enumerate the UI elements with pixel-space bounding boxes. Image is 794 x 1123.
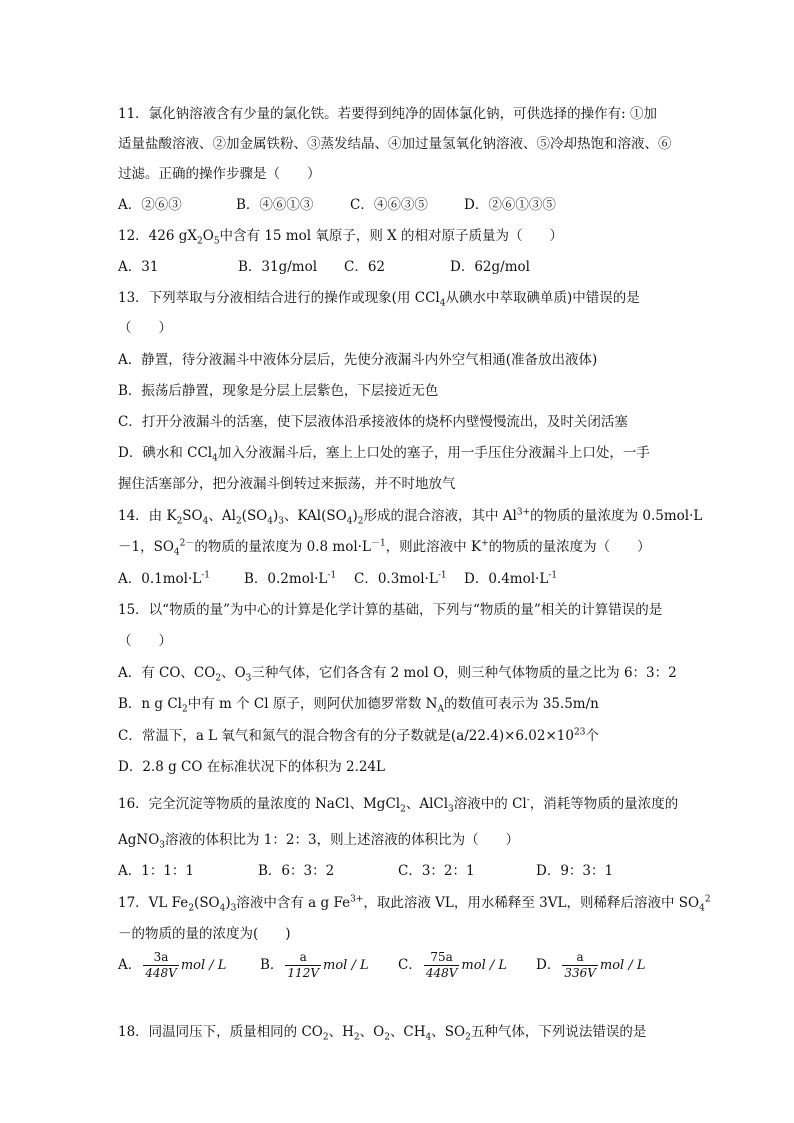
- q17-option-d: D． $\frac{a}{336V}$ mol / L: [536, 950, 646, 980]
- q17-stem-line-1: 17．VL $Fe_2(SO_4)_3$溶液中含有 a g $Fe^{3+}$，取此溶液 VL，用水稀释至 3VL，则稀释后溶液中 $SO_4^2$: [118, 894, 711, 914]
- q11-option-c: C．④⑥③⑤: [350, 197, 428, 213]
- q16-option-c: C．3：2：1: [398, 863, 475, 879]
- q14-stem-line-2: －1，$SO_4^{2-}$的物质的量浓度为 0.8 $mol\cdot L^{-1}$，则此溶液中 K+的物质的量浓度为（ ）: [118, 538, 651, 558]
- q15-option-b: B．n g $Cl_2$中有 m 个 Cl 原子，则阿伏加德罗常数 $N_A$的数值可表示为 35.5m/n: [118, 696, 599, 715]
- q11-stem-line-3: 过滤。正确的操作步骤是（ ）: [118, 166, 321, 182]
- q18-stem: 18．同温同压下，质量相同的 $CO_2$、$H_2$、$O_2$、$CH_4$、$SO_2$五种气体，下列说法错误的是: [118, 1024, 647, 1043]
- q12-stem: 12．426 $gX_2O_5$中含有 15 mol 氧原子，则 X 的相对原子质量为（ ）: [118, 228, 564, 247]
- q14-option-c: C．$0.3mol\cdot L^{-1}$: [354, 570, 447, 587]
- q14-option-b: B．$0.2mol\cdot L^{-1}$: [244, 570, 337, 587]
- q15-option-d: D．2.8 g CO 在标准状况下的体积为 2.24L: [118, 759, 386, 775]
- q12-option-d: D．62g/mol: [450, 259, 530, 275]
- q13-stem-paren: （ ）: [118, 320, 172, 336]
- q12-option-b: B．31g/mol: [238, 259, 318, 275]
- q13-stem: 13．下列萃取与分液相结合进行的操作或现象(用 CCl$_4$从碘水中萃取碘单质)中错误的是: [118, 290, 640, 309]
- q17-option-a: A． $\frac{3a}{448V}$ mol / L: [118, 950, 227, 980]
- q14-option-d: D．$0.4mol\cdot L^{-1}$: [464, 570, 558, 587]
- q17-stem-line-2: －的物质的量的浓度为( ): [118, 926, 291, 942]
- q13-option-d-line-1: D．碘水和 CCl$_4$加入分液漏斗后，塞上上口处的塞子，用一手压住分液漏斗上口处，一手: [118, 445, 650, 464]
- q12-option-c: C．62: [344, 259, 386, 275]
- q16-option-b: B．6：3：2: [258, 863, 335, 879]
- q13-option-c: C．打开分液漏斗的活塞，使下层液体沿承接液体的烧杯内壁慢慢流出，及时关闭活塞: [118, 414, 628, 430]
- q15-stem: 15．以“物质的量”为中心的计算是化学计算的基础，下列与“物质的量”相关的计算错误的是: [118, 602, 663, 618]
- q17-option-b: B． $\frac{a}{112V}$ mol / L: [260, 950, 369, 980]
- q11-option-b: B．④⑥①③: [236, 197, 314, 213]
- q16-stem-line-2: AgNO$_3$溶液的体积比为 1：2：3，则上述溶液的体积比为（ ）: [118, 832, 520, 851]
- q14-option-a: A．$0.1mol\cdot L^{-1}$: [118, 570, 211, 587]
- q11-stem-line-1: 11．氯化钠溶液含有少量的氯化铁。若要得到纯净的固体氯化钠，可供选择的操作有: ①加: [118, 106, 658, 122]
- q13-option-d-line-2: 握住活塞部分，把分液漏斗倒转过来振荡，并不时地放气: [118, 476, 456, 492]
- q15-stem-paren: （ ）: [118, 633, 172, 649]
- q15-option-c: C．常温下，a L 氧气和氮气的混合物含有的分子数就是$(a/22.4)\times 6.02\times 10^{23}$个: [118, 727, 599, 744]
- q17-option-c: C． $\frac{75a}{448V}$ mol / L: [398, 950, 508, 980]
- q12-option-a: A．31: [118, 259, 159, 275]
- q13-option-a: A．静置，待分液漏斗中液体分层后，先使分液漏斗内外空气相通(准备放出液体): [118, 352, 598, 368]
- q13-option-b: B．振荡后静置，现象是分层上层紫色，下层接近无色: [118, 383, 439, 399]
- q15-option-a: A．有 CO、$CO_2$、$O_3$三种气体，它们各含有 2 mol O，则三种气体物质的量之比为 6：3：2: [118, 665, 677, 684]
- q16-option-a: A．1：1：1: [118, 863, 195, 879]
- q14-stem-line-1: 14．由 $K_2SO_4$、$Al_2(SO_4)_3$、$KAl(SO_4)_2$形成的混合溶液，其中 $Al^{3+}$的物质的量浓度为 0.5mol·L: [118, 507, 703, 527]
- q11-option-d: D．②⑥①③⑤: [464, 197, 556, 213]
- q11-stem-line-2: 适量盐酸溶液、②加金属铁粉、③蒸发结晶、④加过量氢氧化钠溶液、⑤冷却热饱和溶液、⑥: [118, 136, 672, 152]
- q16-option-d: D．9：3：1: [536, 863, 614, 879]
- q11-option-a: A．②⑥③: [118, 197, 182, 213]
- q16-stem-line-1: 16．完全沉淀等物质的量浓度的 NaCl、MgCl$_2$、AlCl$_3$溶液中的 Cl-，消耗等物质的量浓度的: [118, 795, 679, 815]
